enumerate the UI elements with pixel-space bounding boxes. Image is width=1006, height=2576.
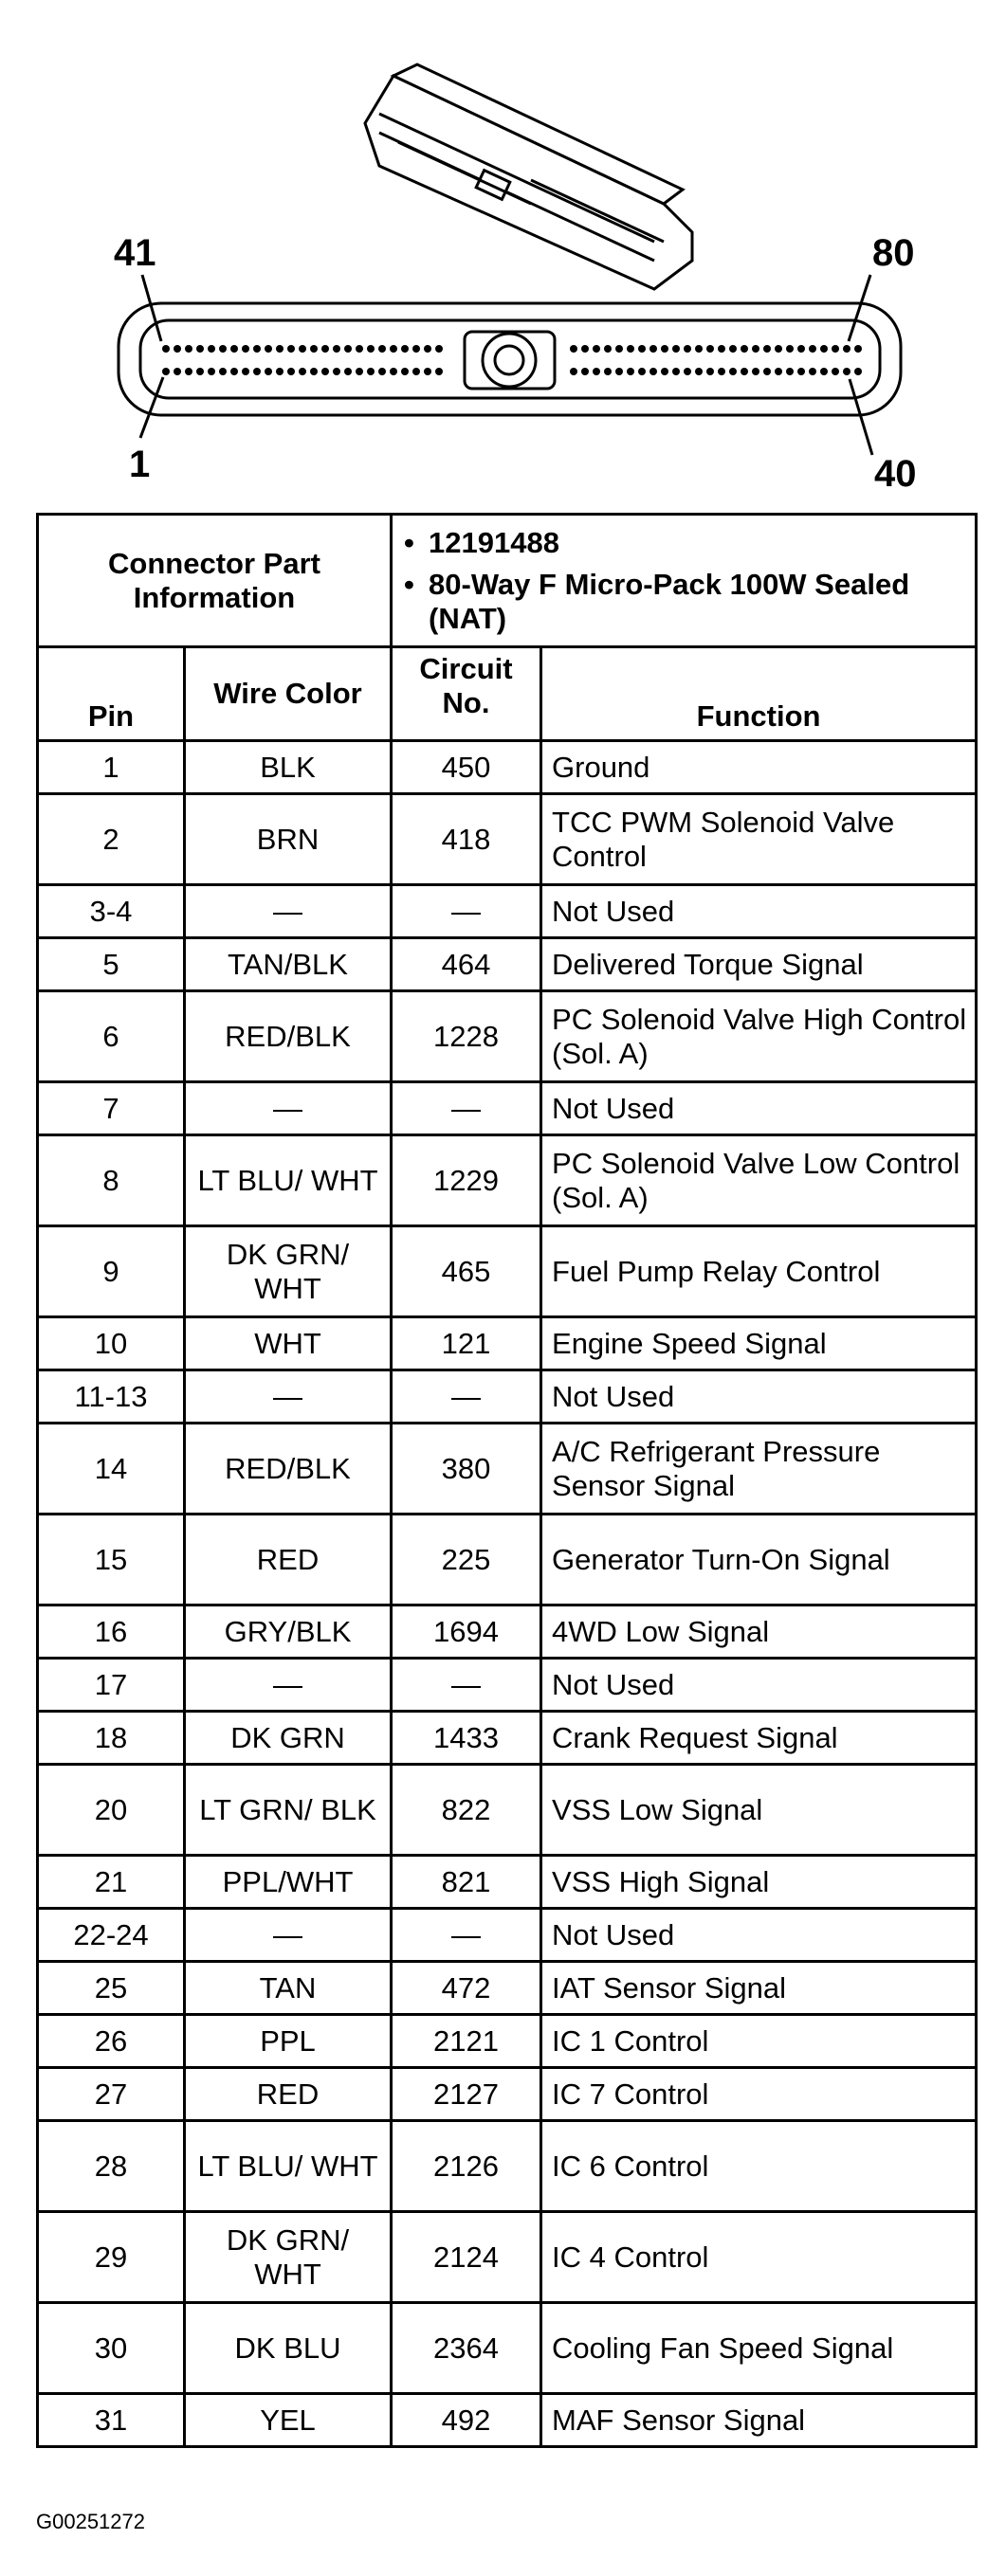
pin-dot — [797, 368, 805, 375]
pin-cell: 6 — [38, 991, 185, 1082]
pin-cell: 26 — [38, 2015, 185, 2068]
pin-dot — [196, 345, 204, 353]
wire-color-cell: RED/BLK — [185, 991, 392, 1082]
pin-dot — [367, 345, 375, 353]
pin-dot — [219, 368, 227, 375]
pin-cell: 30 — [38, 2303, 185, 2394]
table-row — [38, 1226, 977, 1317]
pin-dot — [615, 345, 623, 353]
circuit-cell: — — [392, 1909, 541, 1962]
pin-cell: 21 — [38, 1856, 185, 1909]
wire-color-cell: BLK — [185, 741, 392, 794]
wire-color-cell: — — [185, 885, 392, 938]
table-row — [38, 1370, 977, 1424]
circuit-cell: 1694 — [392, 1605, 541, 1659]
pin-dot — [604, 345, 612, 353]
pin-dot — [401, 345, 409, 353]
function-cell: IAT Sensor Signal — [541, 1962, 977, 2015]
circuit-cell: 1433 — [392, 1712, 541, 1765]
pin-dot — [786, 368, 794, 375]
pin-cell: 9 — [38, 1226, 185, 1317]
pin-dot — [390, 345, 397, 353]
connector-info-row — [38, 515, 977, 647]
circuit-cell: 2121 — [392, 2015, 541, 2068]
pin-cell: 17 — [38, 1659, 185, 1712]
table-row — [38, 1659, 977, 1712]
circuit-cell: — — [392, 1370, 541, 1424]
function-cell: TCC PWM Solenoid Valve Control — [541, 794, 977, 885]
table-row — [38, 1317, 977, 1370]
pin-dot — [333, 368, 340, 375]
circuit-cell: 418 — [392, 794, 541, 885]
column-header-row — [38, 647, 977, 741]
function-cell: Not Used — [541, 885, 977, 938]
pin-cell: 16 — [38, 1605, 185, 1659]
pin-dot — [378, 345, 386, 353]
pin-dot — [752, 345, 759, 353]
pin-dot — [265, 345, 272, 353]
wire-color-cell: — — [185, 1370, 392, 1424]
pin-cell: 31 — [38, 2394, 185, 2447]
function-cell: PC Solenoid Valve Low Control (Sol. A) — [541, 1135, 977, 1226]
function-cell: Delivered Torque Signal — [541, 938, 977, 991]
pin-dot — [424, 345, 431, 353]
pin-dot — [242, 368, 249, 375]
circuit-cell: 472 — [392, 1962, 541, 2015]
pin-cell: 1 — [38, 741, 185, 794]
table-row — [38, 1424, 977, 1515]
pin-dot — [786, 345, 794, 353]
table-row — [38, 2015, 977, 2068]
function-cell: Generator Turn-On Signal — [541, 1515, 977, 1605]
pin-dot — [230, 345, 238, 353]
function-cell: PC Solenoid Valve High Control (Sol. A) — [541, 991, 977, 1082]
pin-label-80: 80 — [872, 232, 915, 274]
function-cell: VSS High Signal — [541, 1856, 977, 1909]
pin-dot — [287, 368, 295, 375]
pin-dot — [570, 345, 577, 353]
pin-dot — [367, 368, 375, 375]
pin-dot — [581, 368, 589, 375]
pin-cell: 25 — [38, 1962, 185, 2015]
pin-dot — [638, 368, 646, 375]
pin-dot — [741, 368, 748, 375]
pin-dot — [809, 368, 816, 375]
wire-color-cell: BRN — [185, 794, 392, 885]
function-cell: IC 4 Control — [541, 2212, 977, 2303]
table-row — [38, 938, 977, 991]
wire-color-cell: DK BLU — [185, 2303, 392, 2394]
pin-dot — [593, 345, 600, 353]
pin-label-41: 41 — [114, 232, 156, 274]
pin-dot — [832, 368, 839, 375]
pin-dot — [752, 368, 759, 375]
pin-cell: 29 — [38, 2212, 185, 2303]
pin-dot — [219, 345, 227, 353]
pin-dot — [706, 368, 714, 375]
function-cell: VSS Low Signal — [541, 1765, 977, 1856]
table-row — [38, 2394, 977, 2447]
pin-dot — [729, 345, 737, 353]
table-row — [38, 991, 977, 1082]
pin-dot — [356, 368, 363, 375]
pin-dot — [310, 368, 318, 375]
function-cell: Not Used — [541, 1370, 977, 1424]
pin-dot — [729, 368, 737, 375]
connector-3d-view — [365, 64, 692, 289]
pin-dot — [435, 345, 443, 353]
pin-dot — [344, 345, 352, 353]
pin-dot — [424, 368, 431, 375]
pin-cell: 27 — [38, 2068, 185, 2121]
pin-dot — [649, 345, 657, 353]
pin-dot — [276, 345, 284, 353]
pin-dot — [593, 368, 600, 375]
pin-dot — [378, 368, 386, 375]
pin-dot — [185, 345, 192, 353]
table-row — [38, 2068, 977, 2121]
header-wire-color: Wire Color — [185, 647, 392, 741]
pin-dot — [627, 368, 634, 375]
pin-dot — [843, 345, 851, 353]
figure-code: G00251272 — [36, 2510, 145, 2533]
pin-dot — [412, 345, 420, 353]
part-number: • 12191488 — [400, 526, 967, 560]
wire-color-cell: YEL — [185, 2394, 392, 2447]
pin-cell: 3-4 — [38, 885, 185, 938]
table-row — [38, 1515, 977, 1605]
pin-cell: 10 — [38, 1317, 185, 1370]
pin-dot — [185, 368, 192, 375]
pin-cell: 11-13 — [38, 1370, 185, 1424]
wire-color-cell: LT BLU/ WHT — [185, 1135, 392, 1226]
wire-color-cell: — — [185, 1082, 392, 1135]
circuit-cell: — — [392, 1082, 541, 1135]
circuit-cell: 464 — [392, 938, 541, 991]
table-row — [38, 1765, 977, 1856]
function-cell: IC 1 Control — [541, 2015, 977, 2068]
pin-dot — [854, 368, 862, 375]
table-row — [38, 1909, 977, 1962]
circuit-cell: — — [392, 885, 541, 938]
connector-info-details — [392, 515, 977, 647]
table-row — [38, 1605, 977, 1659]
pin-dot — [661, 368, 668, 375]
pin-dot — [604, 368, 612, 375]
circuit-cell: 821 — [392, 1856, 541, 1909]
pin-dot — [797, 345, 805, 353]
wire-color-cell: DK GRN — [185, 1712, 392, 1765]
function-cell: Cooling Fan Speed Signal — [541, 2303, 977, 2394]
function-cell: Fuel Pump Relay Control — [541, 1226, 977, 1317]
pin-dot — [843, 368, 851, 375]
wire-color-cell: DK GRN/ WHT — [185, 2212, 392, 2303]
circuit-cell: 121 — [392, 1317, 541, 1370]
table-row — [38, 885, 977, 938]
circuit-cell: 225 — [392, 1515, 541, 1605]
pin-dot — [299, 345, 306, 353]
pin-dot — [649, 368, 657, 375]
pin-dot — [695, 368, 703, 375]
table-row — [38, 741, 977, 794]
function-cell: Not Used — [541, 1909, 977, 1962]
wire-color-cell: PPL/WHT — [185, 1856, 392, 1909]
function-cell: IC 7 Control — [541, 2068, 977, 2121]
pin-dot — [412, 368, 420, 375]
pin-dot — [832, 345, 839, 353]
pin-dot — [162, 345, 170, 353]
pin-cell: 8 — [38, 1135, 185, 1226]
connector-info-label: Connector Part Information — [38, 515, 392, 647]
pin-dot — [196, 368, 204, 375]
table-row — [38, 1712, 977, 1765]
pin-cell: 14 — [38, 1424, 185, 1515]
pin-cell: 2 — [38, 794, 185, 885]
function-cell: IC 6 Control — [541, 2121, 977, 2212]
table-row — [38, 2212, 977, 2303]
circuit-cell: 1229 — [392, 1135, 541, 1226]
pin-dot — [775, 368, 782, 375]
pin-cell: 20 — [38, 1765, 185, 1856]
pin-dot — [435, 368, 443, 375]
pin-dot — [321, 345, 329, 353]
pin-cell: 5 — [38, 938, 185, 991]
pin-dot — [208, 368, 215, 375]
circuit-cell: 822 — [392, 1765, 541, 1856]
pin-dot — [581, 345, 589, 353]
pin-dot — [321, 368, 329, 375]
circuit-cell: 492 — [392, 2394, 541, 2447]
connector-diagram — [0, 0, 1006, 493]
pin-dot — [230, 368, 238, 375]
pin-dot — [401, 368, 409, 375]
wire-color-cell: GRY/BLK — [185, 1605, 392, 1659]
pin-dot — [718, 345, 725, 353]
pin-dot — [763, 345, 771, 353]
pin-dot — [287, 345, 295, 353]
table-row — [38, 2303, 977, 2394]
pin-dot — [672, 345, 680, 353]
function-cell: A/C Refrigerant Pressure Sensor Signal — [541, 1424, 977, 1515]
connector-face — [119, 303, 901, 415]
pin-cell: 15 — [38, 1515, 185, 1605]
pin-cell: 22-24 — [38, 1909, 185, 1962]
circuit-cell: 2126 — [392, 2121, 541, 2212]
pin-dot — [390, 368, 397, 375]
pin-dot — [672, 368, 680, 375]
function-cell: MAF Sensor Signal — [541, 2394, 977, 2447]
pin-dot — [627, 345, 634, 353]
pin-dot — [820, 368, 828, 375]
wire-color-cell: TAN — [185, 1962, 392, 2015]
pin-dot — [684, 345, 691, 353]
wire-color-cell: — — [185, 1909, 392, 1962]
pin-dot — [356, 345, 363, 353]
pin-cell: 7 — [38, 1082, 185, 1135]
pin-dot — [706, 345, 714, 353]
pin-dot — [253, 368, 261, 375]
header-function: Function — [541, 647, 977, 741]
function-cell: Crank Request Signal — [541, 1712, 977, 1765]
circuit-cell: 450 — [392, 741, 541, 794]
table-row — [38, 1082, 977, 1135]
pin-dot — [162, 368, 170, 375]
table-row — [38, 1856, 977, 1909]
function-cell: Not Used — [541, 1082, 977, 1135]
circuit-cell: 380 — [392, 1424, 541, 1515]
wire-color-cell: WHT — [185, 1317, 392, 1370]
pin-dot — [253, 345, 261, 353]
wire-color-cell: LT BLU/ WHT — [185, 2121, 392, 2212]
pin-dot — [344, 368, 352, 375]
table-row — [38, 2121, 977, 2212]
pin-dot — [333, 345, 340, 353]
header-circuit: Circuit No. — [392, 647, 541, 741]
pin-dot — [661, 345, 668, 353]
pin-dot — [615, 368, 623, 375]
wire-color-cell: RED/BLK — [185, 1424, 392, 1515]
wire-color-cell: RED — [185, 2068, 392, 2121]
function-cell: Engine Speed Signal — [541, 1317, 977, 1370]
pin-dot — [208, 345, 215, 353]
pin-dot — [265, 368, 272, 375]
pin-label-40: 40 — [874, 453, 917, 495]
pin-dot — [242, 345, 249, 353]
table-row — [38, 794, 977, 885]
wire-color-cell: DK GRN/ WHT — [185, 1226, 392, 1317]
pin-dot — [174, 345, 181, 353]
wire-color-cell: RED — [185, 1515, 392, 1605]
header-pin: Pin — [38, 647, 185, 741]
pin-dot — [174, 368, 181, 375]
pin-dot — [820, 345, 828, 353]
pin-dot — [299, 368, 306, 375]
table-row — [38, 1962, 977, 2015]
pinout-table — [36, 513, 978, 2448]
function-cell: Ground — [541, 741, 977, 794]
pin-dot — [276, 368, 284, 375]
connector-description: • 80-Way F Micro-Pack 100W Sealed (NAT) — [400, 568, 967, 636]
pin-label-1: 1 — [129, 444, 151, 485]
pin-dot — [684, 368, 691, 375]
pin-dot — [741, 345, 748, 353]
function-cell: Not Used — [541, 1659, 977, 1712]
function-cell: 4WD Low Signal — [541, 1605, 977, 1659]
wire-color-cell: PPL — [185, 2015, 392, 2068]
pin-dot — [775, 345, 782, 353]
pin-dot — [695, 345, 703, 353]
pin-dot — [718, 368, 725, 375]
pin-cell: 18 — [38, 1712, 185, 1765]
pin-cell: 28 — [38, 2121, 185, 2212]
wire-color-cell: LT GRN/ BLK — [185, 1765, 392, 1856]
table-row — [38, 1135, 977, 1226]
circuit-cell: 465 — [392, 1226, 541, 1317]
pin-dot — [570, 368, 577, 375]
circuit-cell: 2364 — [392, 2303, 541, 2394]
pin-dot — [854, 345, 862, 353]
pin-dot — [809, 345, 816, 353]
circuit-cell: 2124 — [392, 2212, 541, 2303]
pin-dot — [763, 368, 771, 375]
pin-dot — [638, 345, 646, 353]
wire-color-cell: TAN/BLK — [185, 938, 392, 991]
circuit-cell: 2127 — [392, 2068, 541, 2121]
circuit-cell: 1228 — [392, 991, 541, 1082]
pin-dot — [310, 345, 318, 353]
wire-color-cell: — — [185, 1659, 392, 1712]
circuit-cell: — — [392, 1659, 541, 1712]
